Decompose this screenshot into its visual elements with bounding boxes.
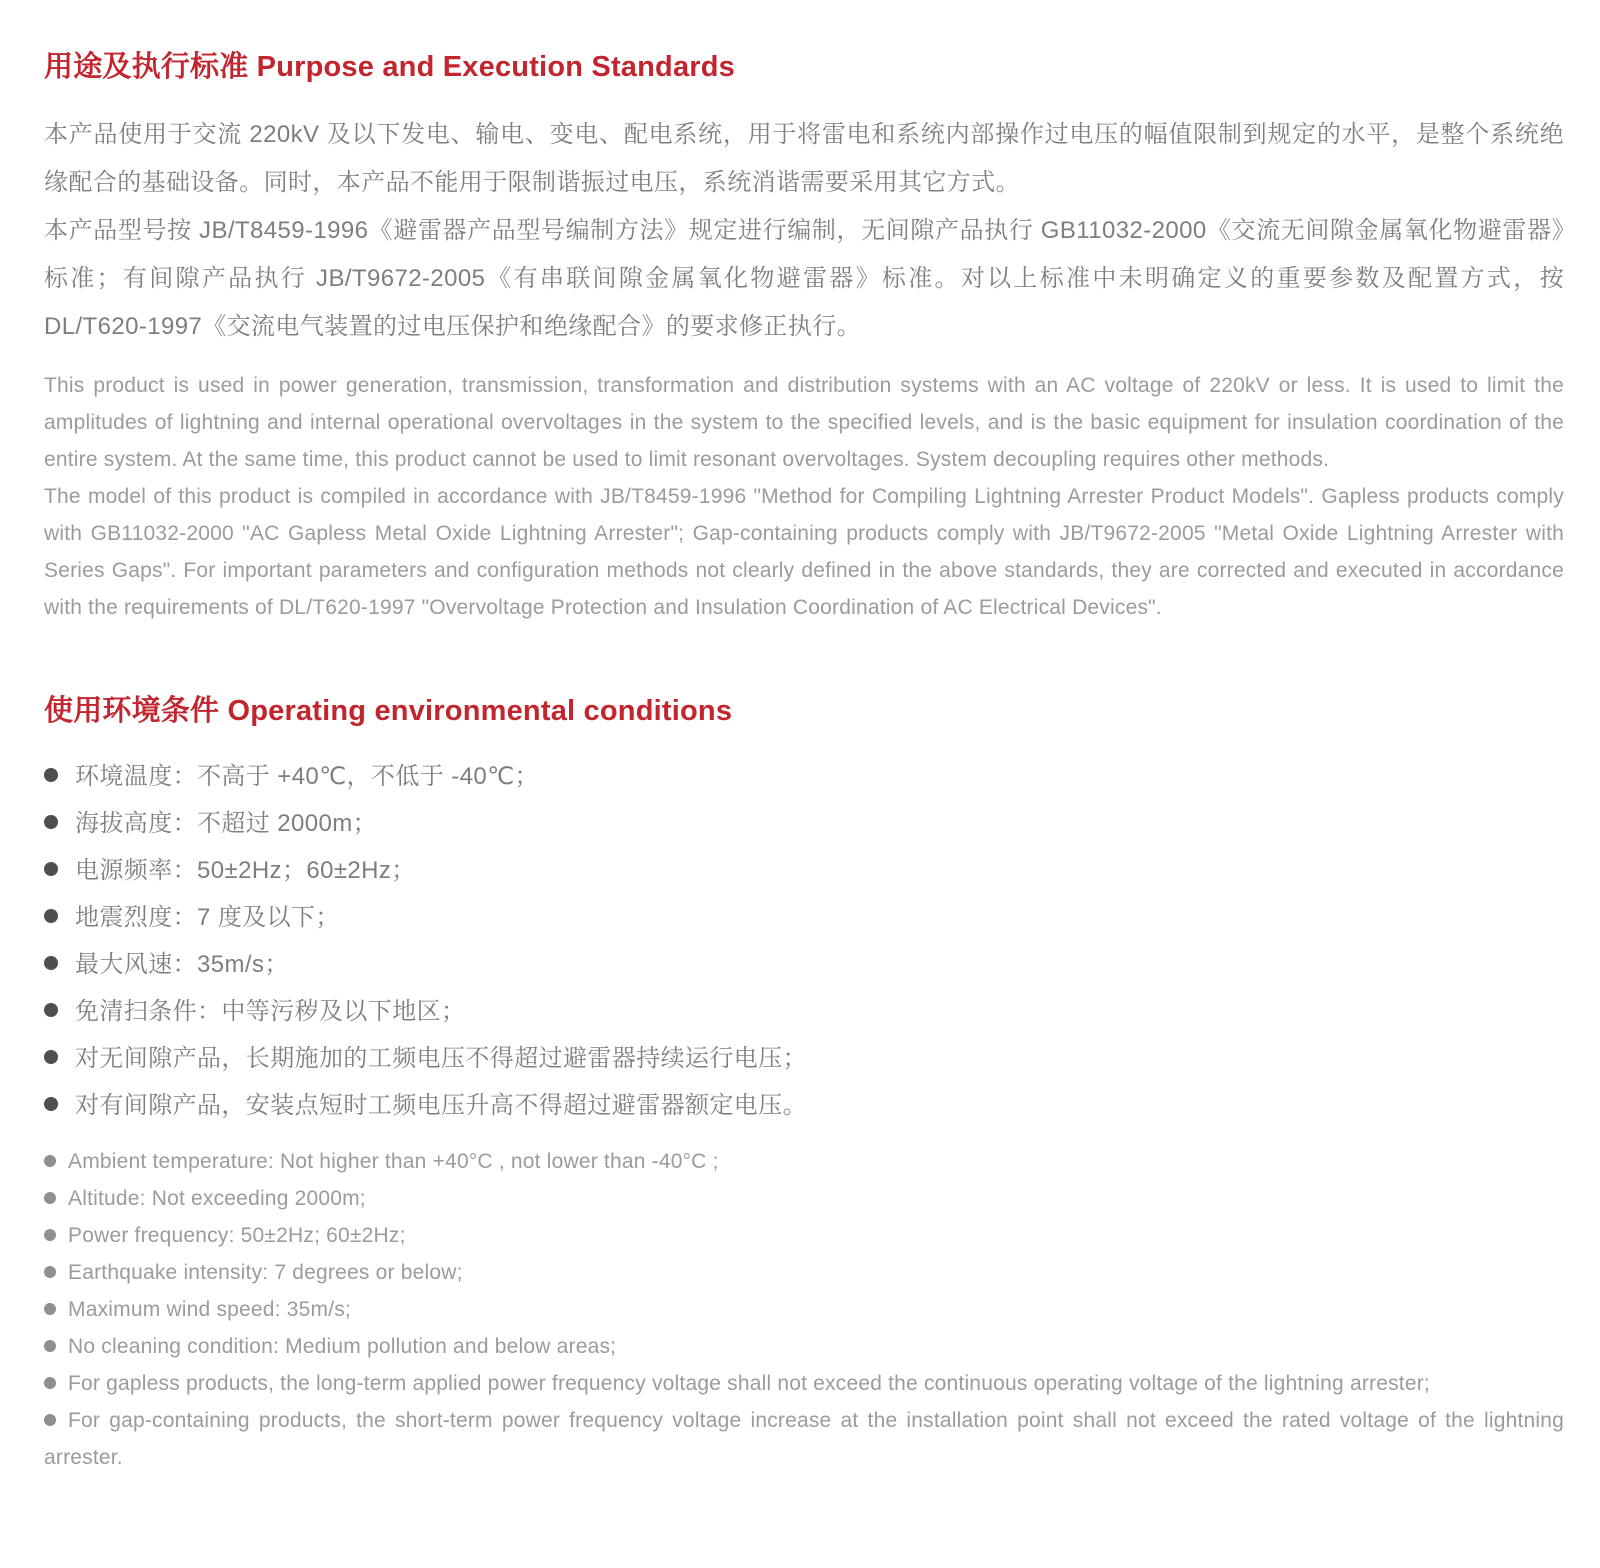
- zh-condition-text: 免清扫条件：中等污秽及以下地区；: [75, 998, 466, 1025]
- zh-condition-ambient-temperature: [44, 753, 1564, 800]
- zh-condition-text: 对有间隙产品，安装点短时工频电压升高不得超过避雷器额定电压。: [75, 1092, 807, 1119]
- bullet-icon: [44, 768, 58, 782]
- zh-condition-text: 海拔高度：不超过 2000m；: [75, 810, 378, 837]
- en-condition-gapless-products: [44, 1365, 1564, 1402]
- zh-condition-power-frequency: [44, 847, 1564, 894]
- bullet-icon: [44, 1097, 58, 1111]
- en-condition-gap-containing-products: [44, 1402, 1564, 1476]
- bullet-icon: [44, 1414, 56, 1426]
- zh-condition-gapless-products: [44, 1035, 1564, 1082]
- zh-conditions-list: [44, 753, 1564, 1129]
- bullet-icon: [44, 909, 58, 923]
- zh-condition-text: 对无间隙产品，长期施加的工频电压不得超过避雷器持续运行电压；: [75, 1045, 807, 1072]
- bullet-icon: [44, 815, 58, 829]
- bullet-icon: [44, 1155, 56, 1167]
- bullet-icon: [44, 1050, 58, 1064]
- en-condition-altitude: [44, 1180, 1564, 1217]
- en-condition-text: Maximum wind speed: 35m/s;: [68, 1298, 351, 1321]
- section1-zh-paragraph-2: 本产品型号按 JB/T8459-1996《避雷器产品型号编制方法》规定进行编制，无间隙产品执行 GB11032-2000《交流无间隙金属氧化物避雷器》标准；有间隙产品执行 JB/T9672-2005《有串联间隙金属氧化物避雷器》标准。对以上标准中未明确定义的重要参数及配置方式，按 DL/T620-1997《交流电气装置的过电压保护和绝缘配合》的要求修正执行。: [44, 217, 1564, 340]
- section1-en-paragraph-2: The model of this product is compiled in accordance with JB/T8459-1996 "Method for Compiling Lightning Arrester Product Models". Gapless products comply with GB11032-2000 "AC Gapless Metal Oxide Lightning Arrester"; Gap-containing products comply with JB/T9672-2005 "Metal Oxide Lightning Arrester with Series Gaps". For important parameters and configuration methods not clearly defined in the above standards, they are corrected and executed in accordance with the requirements of DL/T620-1997 "Overvoltage Protection and Insulation Coordination of AC Electrical Devices".: [44, 485, 1564, 619]
- bullet-icon: [44, 1340, 56, 1352]
- en-condition-earthquake-intensity: [44, 1254, 1564, 1291]
- section1-en-paragraph-1: This product is used in power generation, transmission, transformation and distribution systems with an AC voltage of 220kV or less. It is used to limit the amplitudes of lightning and internal operational overvoltages in the system to the specified levels, and is the basic equipment for insulation coordination of the entire system. At the same time, this product cannot be used to limit resonant overvoltages. System decoupling requires other methods.: [44, 374, 1564, 471]
- bullet-icon: [44, 1229, 56, 1241]
- section1-title: 用途及执行标准 Purpose and Execution Standards: [44, 51, 736, 83]
- bullet-icon: [44, 1266, 56, 1278]
- en-condition-text: For gap-containing products, the short-term power frequency voltage increase at the installation point shall not exceed the rated voltage of the lightning arrester.: [44, 1409, 1564, 1469]
- zh-condition-altitude: [44, 800, 1564, 847]
- en-condition-text: Altitude: Not exceeding 2000m;: [68, 1187, 366, 1210]
- bullet-icon: [44, 1303, 56, 1315]
- en-condition-text: Earthquake intensity: 7 degrees or below;: [68, 1261, 463, 1284]
- zh-condition-text: 最大风速：35m/s；: [75, 951, 289, 978]
- en-condition-text: Power frequency: 50±2Hz; 60±2Hz;: [68, 1224, 406, 1247]
- section2-title: 使用环境条件 Operating environmental conditions: [44, 695, 733, 727]
- en-conditions-list: [44, 1143, 1564, 1476]
- en-condition-text: No cleaning condition: Medium pollution and below areas;: [68, 1335, 617, 1358]
- en-condition-text: For gapless products, the long-term applied power frequency voltage shall not exceed the continuous operating voltage of the lightning arrester;: [68, 1372, 1430, 1395]
- zh-condition-max-wind-speed: [44, 941, 1564, 988]
- zh-condition-text: 环境温度：不高于 +40℃，不低于 -40℃；: [75, 763, 539, 790]
- bullet-icon: [44, 862, 58, 876]
- en-condition-ambient-temperature: [44, 1143, 1564, 1180]
- en-condition-no-cleaning: [44, 1328, 1564, 1365]
- zh-condition-text: 地震烈度：7 度及以下；: [75, 904, 340, 931]
- bullet-icon: [44, 1377, 56, 1389]
- zh-condition-no-cleaning: [44, 988, 1564, 1035]
- zh-condition-gap-containing-products: [44, 1082, 1564, 1129]
- bullet-icon: [44, 1003, 58, 1017]
- bullet-icon: [44, 1192, 56, 1204]
- zh-condition-earthquake-intensity: [44, 894, 1564, 941]
- en-condition-max-wind-speed: [44, 1291, 1564, 1328]
- en-condition-text: Ambient temperature: Not higher than +40°C , not lower than -40°C ;: [68, 1150, 719, 1173]
- section1-zh-paragraph-1: 本产品使用于交流 220kV 及以下发电、输电、变电、配电系统，用于将雷电和系统内部操作过电压的幅值限制到规定的水平，是整个系统绝缘配合的基础设备。同时，本产品不能用于限制谐振过电压，系统消谐需要采用其它方式。: [44, 121, 1564, 196]
- en-condition-power-frequency: [44, 1217, 1564, 1254]
- zh-condition-text: 电源频率：50±2Hz；60±2Hz；: [75, 857, 416, 884]
- bullet-icon: [44, 956, 58, 970]
